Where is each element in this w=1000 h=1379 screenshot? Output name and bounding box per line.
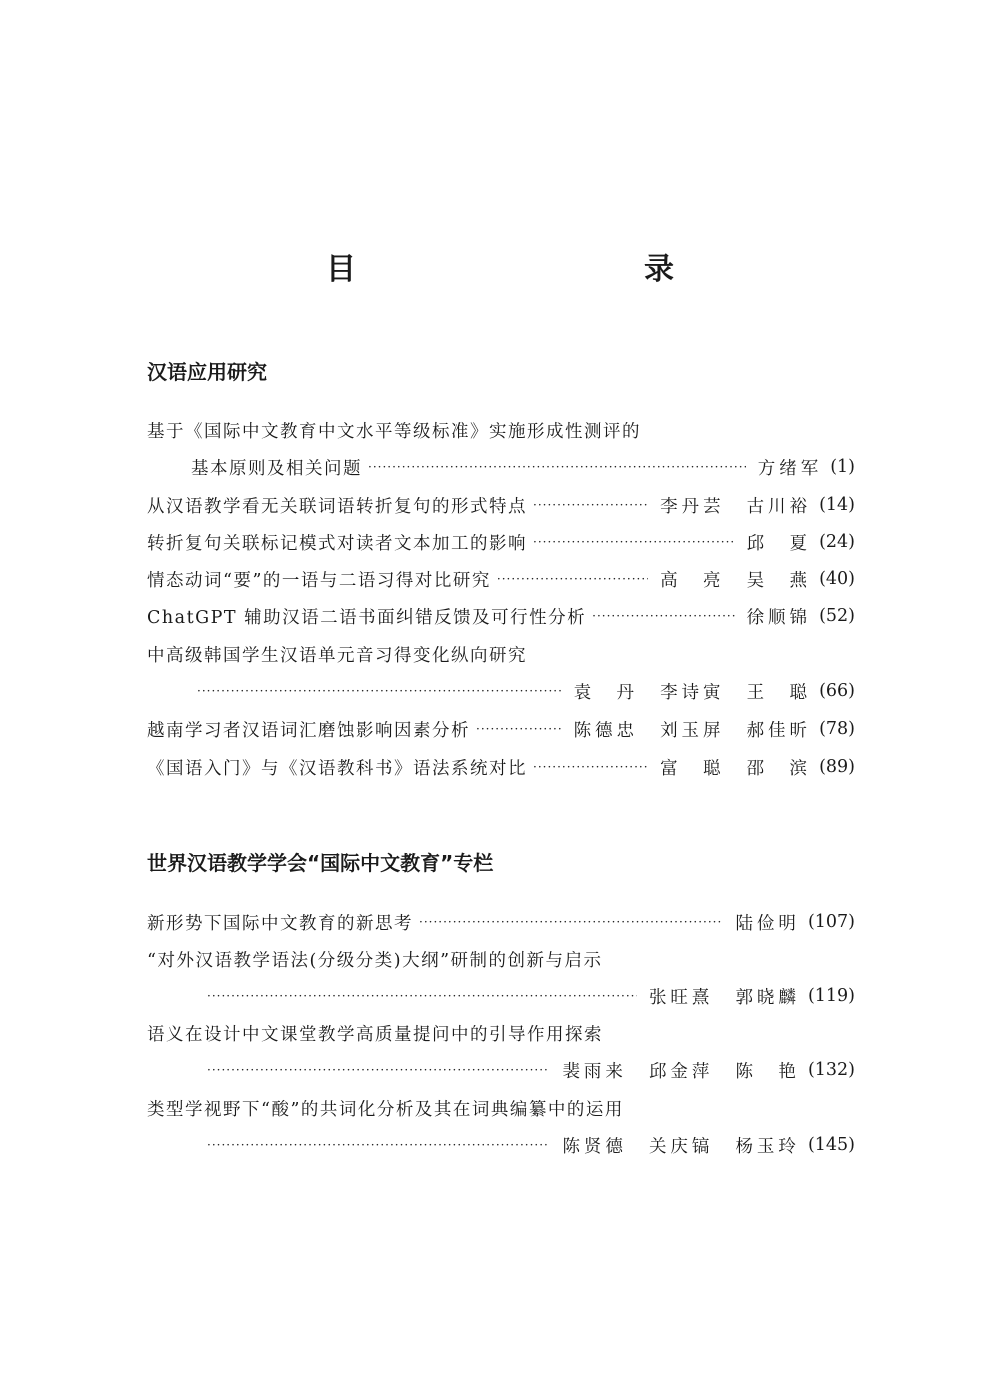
entry-authors (752, 455, 823, 480)
toc-entry-12[interactable] (147, 1092, 855, 1124)
dot-leader (592, 606, 734, 626)
dot-leader (207, 986, 637, 1006)
author: 邵 滨 (746, 758, 812, 779)
entry-title: 《国语入门》与《汉语教科书》语法系统对比 (147, 758, 527, 779)
toc-entry-9[interactable] (147, 906, 855, 938)
author: 陈德忠 (573, 720, 639, 741)
toc-entry-6[interactable] (147, 638, 855, 670)
author: 李诗寅 (660, 682, 725, 703)
page-number: (1) (830, 457, 855, 477)
toc-entry-1-cont[interactable] (147, 451, 855, 483)
page-title: 目 录 (326, 252, 750, 287)
dot-leader (207, 1060, 550, 1080)
entry-authors (654, 493, 811, 518)
author: 高 亮 (660, 570, 725, 591)
author: 李丹芸 (660, 496, 725, 517)
toc-entry-10-cont[interactable] (147, 980, 855, 1012)
author: 徐顺锦 (746, 607, 812, 628)
page-number: (132) (807, 1060, 855, 1080)
author: 杨玉玲 (735, 1136, 800, 1157)
author: 陈 艳 (735, 1061, 800, 1082)
page-number: (24) (819, 532, 855, 552)
author: 张旺熹 (648, 987, 714, 1008)
author: 邱金萍 (648, 1061, 714, 1082)
entry-title: 基本原则及相关问题 (191, 458, 362, 479)
page-number: (52) (819, 606, 855, 626)
author: 邱 夏 (746, 533, 812, 554)
page-number: (14) (819, 495, 855, 515)
section-heading: 世界汉语教学学会“国际中文教育”专栏 (147, 851, 494, 875)
toc-entry-6-cont[interactable] (147, 675, 855, 707)
toc-entry-11[interactable] (147, 1017, 855, 1049)
author: 郝佳昕 (746, 720, 812, 741)
entry-authors (741, 604, 812, 629)
entry-authors (643, 984, 800, 1009)
entry-authors (654, 755, 811, 780)
toc-entry-11-cont[interactable] (147, 1054, 855, 1086)
toc-entry-12-cont[interactable] (147, 1129, 855, 1161)
dot-leader (207, 1135, 550, 1155)
toc-entry-2[interactable] (147, 489, 855, 521)
entry-authors (556, 1133, 800, 1158)
entry-title: ChatGPT 辅助汉语二语书面纠错反馈及可行性分析 (147, 607, 587, 628)
page-number: (145) (807, 1135, 855, 1155)
author: 方绪军 (757, 458, 823, 479)
entry-authors (568, 717, 812, 742)
toc-entry-3[interactable] (147, 526, 855, 558)
section-heading: 汉语应用研究 (147, 360, 267, 384)
entry-authors (654, 567, 811, 592)
dot-leader (368, 457, 746, 477)
entry-authors (729, 910, 800, 935)
author: 富 聪 (660, 758, 725, 779)
page-number: (78) (819, 719, 855, 739)
author: 裴雨来 (562, 1061, 627, 1082)
dot-leader (497, 569, 648, 589)
dot-leader (533, 495, 648, 515)
entry-title: 转折复句关联标记模式对读者文本加工的影响 (147, 533, 527, 554)
entry-title: 基于《国际中文教育中文水平等级标准》实施形成性测评的 (147, 421, 641, 442)
dot-leader (197, 681, 562, 701)
author: 古川裕 (746, 496, 812, 517)
entry-title: 语义在设计中文课堂教学高质量提问中的引导作用探索 (147, 1024, 603, 1045)
toc-entry-7[interactable] (147, 713, 855, 745)
page-number: (66) (819, 681, 855, 701)
page-number: (119) (807, 986, 855, 1006)
author: 陈贤德 (562, 1136, 627, 1157)
author: 吴 燕 (746, 570, 812, 591)
page-number: (40) (819, 569, 855, 589)
toc-entry-10[interactable] (147, 943, 855, 975)
toc-entry-1[interactable] (147, 414, 855, 446)
toc-entry-8[interactable] (147, 751, 855, 783)
entry-title: 从汉语教学看无关联词语转折复句的形式特点 (147, 496, 527, 517)
author: 郭晓麟 (735, 987, 800, 1008)
dot-leader (419, 912, 723, 932)
entry-authors (568, 679, 812, 704)
author: 袁 丹 (573, 682, 639, 703)
entry-authors (556, 1058, 800, 1083)
dot-leader (533, 532, 735, 552)
toc-entry-4[interactable] (147, 563, 855, 595)
entry-title: 中高级韩国学生汉语单元音习得变化纵向研究 (147, 645, 527, 666)
author: 陆俭明 (735, 913, 800, 934)
page-number: (89) (819, 757, 855, 777)
dot-leader (533, 757, 648, 777)
toc-entry-5[interactable] (147, 600, 855, 632)
entry-title: 越南学习者汉语词汇磨蚀影响因素分析 (147, 720, 470, 741)
entry-authors (741, 530, 812, 555)
dot-leader (476, 719, 562, 739)
page-number: (107) (807, 912, 855, 932)
entry-title: 情态动词“要”的一语与二语习得对比研究 (147, 570, 491, 591)
entry-title: 类型学视野下“酸”的共词化分析及其在词典编纂中的运用 (147, 1099, 624, 1120)
author: 王 聪 (746, 682, 812, 703)
author: 刘玉屏 (660, 720, 725, 741)
author: 关庆镐 (648, 1136, 714, 1157)
entry-title: “对外汉语教学语法(分级分类)大纲”研制的创新与启示 (147, 950, 603, 971)
entry-title: 新形势下国际中文教育的新思考 (147, 913, 413, 934)
